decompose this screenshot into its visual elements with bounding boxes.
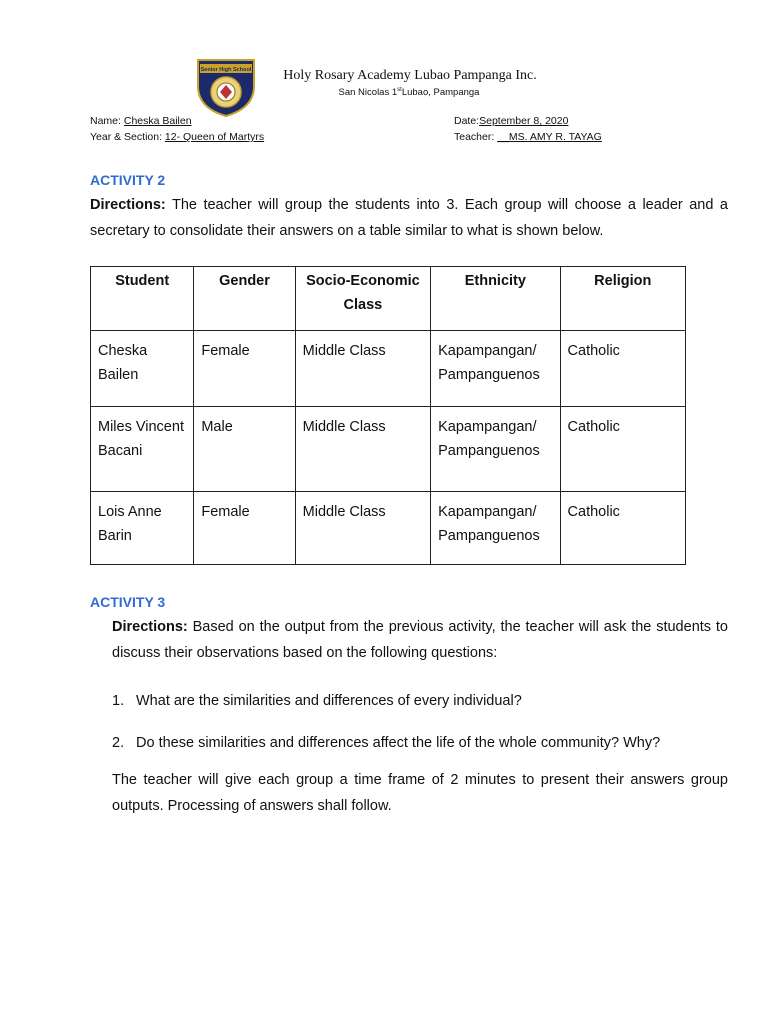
teacher-label: Teacher: [454, 131, 495, 143]
svg-text:Senior High School: Senior High School [200, 67, 252, 73]
section-label: Year & Section: [90, 131, 162, 143]
question-text: What are the similarities and differences of every individual? [136, 693, 522, 709]
teacher-value: __MS. AMY R. TAYAG [497, 131, 602, 143]
list-item [112, 691, 660, 733]
directions-label: Directions: [112, 619, 188, 635]
school-address [0, 87, 768, 98]
name-value: Cheska Bailen [123, 115, 192, 127]
questions-list [112, 691, 660, 775]
address-part: Lubao, Pampanga [401, 87, 480, 99]
cell-gender: Male [194, 407, 295, 492]
header-cell: Student [91, 267, 194, 331]
teacher-line [454, 131, 602, 143]
header-cell: Gender [194, 267, 295, 331]
question-text: Do these similarities and differences affect the life of the whole community? Why? [136, 735, 661, 751]
directions-text: The teacher will group the students into 3. Each group will choose a leader and a secretary to consolidate their answers on a table similar to what is shown below. [90, 197, 728, 239]
name-label: Name: [90, 115, 121, 127]
cell-gender: Female [194, 331, 295, 407]
header-cell: Ethnicity [431, 267, 560, 331]
cell-ethnicity: Kapampangan/ Pampanguenos [431, 407, 560, 492]
cell-ethnicity: Kapampangan/ Pampanguenos [431, 492, 560, 565]
cell-religion: Catholic [560, 407, 685, 492]
cell-class: Middle Class [295, 407, 430, 492]
cell-student: Miles Vincent Bacani [91, 407, 194, 492]
address-part: San Nicolas 1 [338, 87, 398, 99]
name-line [90, 115, 192, 127]
students-table [90, 266, 686, 565]
directions-text: Based on the output from the previous activity, the teacher will ask the students to discuss their observations based on the following questions: [112, 619, 728, 661]
date-value: September 8, 2020 [479, 115, 569, 127]
table-header-row [91, 267, 686, 331]
cell-gender: Female [194, 492, 295, 565]
activity2-title: ACTIVITY 2 [90, 172, 166, 188]
question-number: 1. [112, 693, 125, 709]
cell-ethnicity: Kapampangan/ Pampanguenos [431, 331, 560, 407]
question-number: 2. [112, 735, 125, 751]
cell-class: Middle Class [295, 331, 430, 407]
header-cell: Socio-Economic Class [295, 267, 430, 331]
section-value: 12- Queen of Martyrs [164, 131, 265, 143]
activity3-directions [112, 614, 728, 666]
date-label: Date: [454, 115, 480, 127]
cell-student: Lois Anne Barin [91, 492, 194, 565]
table-row [91, 331, 686, 407]
table-row [91, 407, 686, 492]
address-sup: st [397, 87, 402, 93]
cell-religion: Catholic [560, 331, 685, 407]
cell-class: Middle Class [295, 492, 430, 565]
header-cell: Religion [560, 267, 685, 331]
activity3-closing: The teacher will give each group a time frame of 2 minutes to present their answers group outputs. Processing of answers shall follow. [112, 772, 728, 814]
activity3-title: ACTIVITY 3 [90, 594, 166, 610]
cell-student: Cheska Bailen [91, 331, 194, 407]
school-name: Holy Rosary Academy Lubao Pampanga Inc. [283, 68, 537, 83]
activity2-directions [90, 192, 728, 244]
cell-religion: Catholic [560, 492, 685, 565]
date-line [454, 115, 568, 127]
table-row [91, 492, 686, 565]
directions-label: Directions: [90, 197, 166, 213]
section-line [90, 131, 264, 143]
